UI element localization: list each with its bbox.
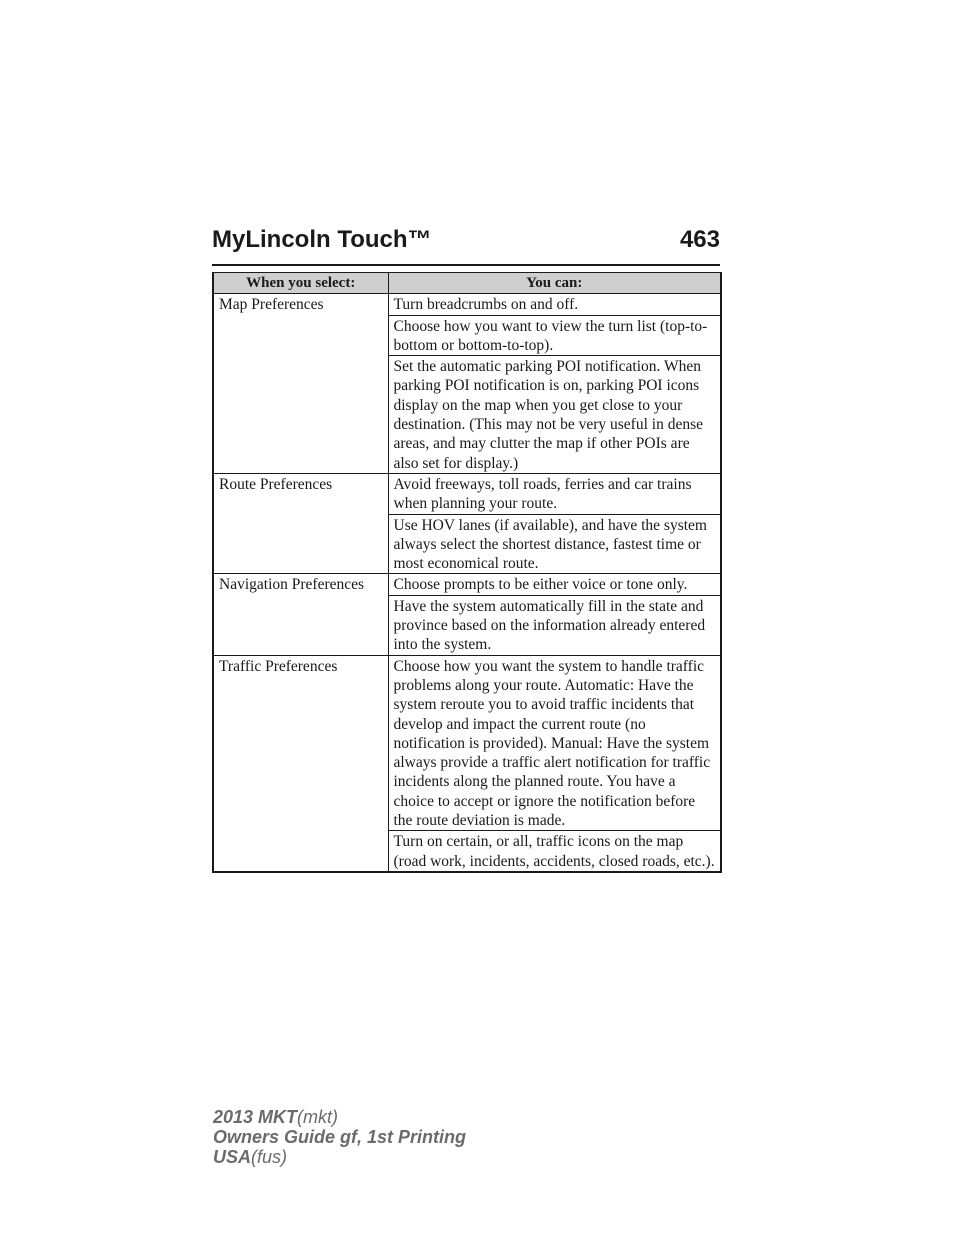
table-row	[213, 294, 721, 315]
row-can-cell: Turn breadcrumbs on and off.	[388, 294, 721, 315]
row-select-cell: Map Preferences	[213, 294, 388, 315]
row-can-cell: Set the automatic parking POI notification. When parking POI notification is on, parking POI icons display on the map when you get close to your destination. (This may not be very useful in dense areas, and may clutter the map if other POIs are also set for display.)	[388, 356, 721, 474]
table-row	[213, 473, 721, 514]
section-title: MyLincoln Touch™	[212, 226, 432, 253]
row-can-cell: Choose how you want to view the turn list (top-to-bottom or bottom-to-top).	[388, 315, 721, 356]
column-header-select: When you select:	[213, 273, 388, 294]
row-select-cell: Traffic Preferences	[213, 655, 388, 831]
table-row	[213, 655, 721, 831]
page-header	[212, 226, 720, 254]
header-rule	[212, 264, 720, 266]
row-select-cell: Route Preferences	[213, 473, 388, 514]
table-row	[213, 595, 721, 655]
row-can-cell: Choose how you want the system to handle traffic problems along your route. Automatic: Have the system reroute you to avoid traffic incidents that develop and impact the current route (no notification is provided). Manual: Have the system always provide a traffic alert notification for traffic incidents along the planned route. You have a choice to accept or ignore the notification before the route deviation is made.	[388, 655, 721, 831]
table-header-row	[213, 273, 721, 294]
table-row	[213, 514, 721, 574]
page-number: 463	[679, 226, 720, 253]
footer-line-market	[213, 1147, 466, 1167]
row-can-cell: Turn on certain, or all, traffic icons on the map (road work, incidents, accidents, closed roads, etc.).	[388, 831, 721, 872]
preferences-table	[212, 272, 722, 873]
row-select-cell	[213, 595, 388, 655]
row-can-cell: Choose prompts to be either voice or tone only.	[388, 574, 721, 595]
row-select-cell	[213, 514, 388, 574]
row-select-cell: Navigation Preferences	[213, 574, 388, 595]
footer-market: USA	[213, 1147, 252, 1167]
row-can-cell: Have the system automatically fill in the state and province based on the information already entered into the system.	[388, 595, 721, 655]
footer-line-guide	[213, 1127, 466, 1147]
row-can-cell: Avoid freeways, toll roads, ferries and car trains when planning your route.	[388, 473, 721, 514]
table-row	[213, 574, 721, 595]
row-select-cell	[213, 831, 388, 872]
table-row	[213, 356, 721, 474]
footer-market-code: (fus)	[251, 1147, 288, 1167]
row-select-cell	[213, 315, 388, 356]
row-can-cell: Use HOV lanes (if available), and have the system always select the shortest distance, fastest time or most economical route.	[388, 514, 721, 574]
print-footer	[213, 1107, 466, 1167]
footer-guide: Owners Guide gf, 1st Printing	[213, 1127, 467, 1147]
row-select-cell	[213, 356, 388, 474]
table-row	[213, 831, 721, 872]
footer-model: 2013 MKT	[213, 1107, 298, 1127]
column-header-can: You can:	[388, 273, 721, 294]
footer-line-model	[213, 1107, 466, 1127]
footer-model-code: (mkt)	[297, 1107, 339, 1127]
table-row	[213, 315, 721, 356]
